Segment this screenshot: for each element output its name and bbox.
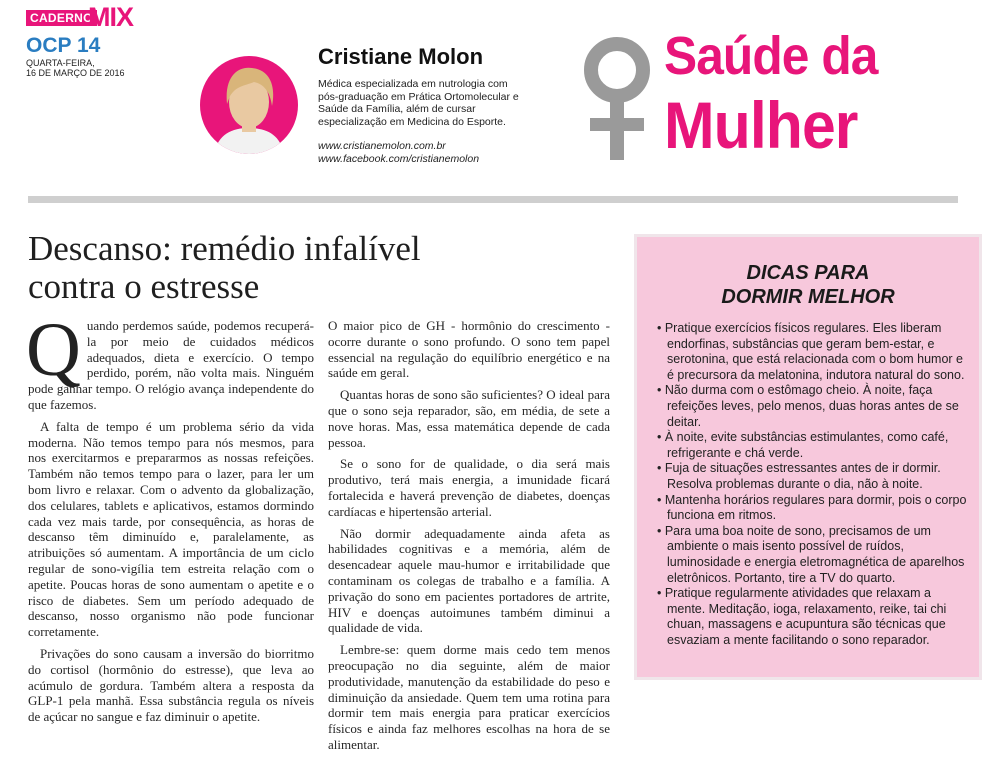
- column-title-line2: Mulher: [664, 88, 858, 162]
- column-title-line1: Saúde da: [664, 26, 878, 86]
- tip-item: • Mantenha horários regulares para dormir, pois o corpo funciona em ritmos.: [657, 492, 967, 523]
- tips-title-line2: DORMIR MELHOR: [721, 286, 895, 308]
- date-full: 16 DE MARÇO DE 2016: [26, 68, 125, 78]
- tips-list: [657, 321, 967, 648]
- article-column-2: [328, 318, 610, 759]
- venus-symbol-icon: [578, 34, 656, 164]
- author-facebook-link[interactable]: www.facebook.com/cristianemolon: [318, 152, 480, 165]
- tips-box: [634, 234, 982, 680]
- divider: [28, 196, 958, 203]
- section-badge: [26, 2, 144, 32]
- paragraph: Privações do sono causam a inversão do biorritmo do cortisol (hormônio do estresse), que leva ao acúmulo de gordura. Também altera a resposta da GLP-1 pela manhã. Essa substância regula os níveis de açúcar no sangue e faz diminuir o apetite.: [28, 645, 314, 725]
- tip-item: • Para uma boa noite de sono, precisamos de um ambiente o mais isento possível de ruídos, luminosidade e energia eletromagnética de aparelhos eletrônicos. Portanto, tire a TV do quarto.: [657, 523, 965, 585]
- article-column-1: [26, 308, 314, 731]
- section-brand: MIX: [88, 2, 134, 32]
- section-label: CADERNO: [26, 10, 97, 26]
- tip-item: • Pratique regularmente atividades que relaxam a mente. Meditação, ioga, relaxamento, reike, tai chi chuan, massagens e acupuntura são técnicas que esvaziam a mente facilitando o sono reparador.: [657, 586, 947, 647]
- author-bio: Médica especializada em nutrologia com pós-graduação em Prática Ortomolecular e Saúde da Família, além de cursar especialização em Medicina do Esporte.: [318, 78, 519, 128]
- author-photo: [200, 56, 298, 154]
- date-weekday: QUARTA-FEIRA,: [26, 58, 95, 68]
- tips-title-line1: DICAS PARA: [746, 262, 870, 284]
- paragraph: O maior pico de GH - hormônio do crescimento - ocorre durante o sono profundo. O sono tem papel essencial na regulação do equilíbrio energético e na saúde em geral.: [328, 318, 610, 381]
- paragraph: Não dormir adequadamente ainda afeta as habilidades cognitivas e a memória, além de desencadear aquele mau-humor e irritabilidade que contaminam os colegas de trabalho e a família. A privação do sono em pacientes portadores de artrite, HIV e doenças autoimunes também diminui a qualidade de vida.: [328, 525, 610, 636]
- paragraph: uando perdemos saúde, podemos recuperá-la por meio de cuidados médicos adequados, dieta e exercício. O tempo perdido, porém, não volta mais. Ninguém pode ganhar tempo. O relógio avança independente do que fazemos.: [28, 318, 314, 412]
- page-number: OCP 14: [26, 34, 101, 57]
- tips-title: [637, 261, 979, 309]
- paragraph: Quantas horas de sono são suficientes? O ideal para que o sono seja reparador, são, em média, de sete a nove horas. Mas, essa matemática depende de cada pessoa.: [328, 387, 610, 450]
- drop-cap: Q: [26, 308, 81, 392]
- tip-item: • Não durma com o estômago cheio. À noite, faça refeições leves, pelo menos, duas horas antes de se deitar.: [657, 383, 959, 429]
- article-headline: Descanso: remédio infalível contra o estresse: [28, 229, 421, 306]
- tip-item: • À noite, evite substâncias estimulantes, como café, refrigerante e chá verde.: [657, 430, 949, 460]
- paragraph: A falta de tempo é um problema sério da vida moderna. Não temos tempo para nós mesmos, para nos exercitarmos e prepararmos as nossas refeições. Também não temos tempo para o lazer, para ler um bom livro e relaxar. Com o advento da globalização, dos celulares, tablets e aplicativos, estamos dormindo cada vez mais tarde, por consequência, as horas de descanso têm diminuído e, paralelamente, as atribuições só aumentam. A importância de um ciclo regular de sono-vigília tem estreita relação com o apetite. Poucas horas de sono aumentam o apetite e o risco de diabetes. Sem um período adequado de descanso, nosso organismo não pode funcionar corretamente.: [28, 418, 314, 640]
- tip-item: • Pratique exercícios físicos regulares. Eles liberam endorfinas, substâncias que geram bem-estar, e serotonina, que está relacionada com o bom humor e é precursora da melatonina, indutora natural do sono.: [657, 321, 965, 382]
- paragraph: Lembre-se: quem dorme mais cedo tem menos preocupação no dia seguinte, além de maior produtividade, manutenção da estabilidade do peso e diminuição da ansiedade. Quem tem uma rotina para dormir tem mais energia para praticar exercícios físicos e ainda faz melhores escolhas na hora de se alimentar.: [328, 642, 610, 752]
- issue-date: [26, 58, 136, 78]
- tip-item: • Fuja de situações estressantes antes de ir dormir. Resolva problemas durante o dia, não à noite.: [657, 461, 941, 491]
- author-website-link[interactable]: www.cristianemolon.com.br: [318, 140, 446, 152]
- author-links: [318, 140, 479, 165]
- paragraph: Se o sono for de qualidade, o dia será mais produtivo, terá mais energia, a imunidade ficará fortalecida e haverá prevenção de diabetes, doenças cardíacas e hipertensão arterial.: [328, 456, 610, 519]
- author-name: Cristiane Molon: [318, 44, 484, 69]
